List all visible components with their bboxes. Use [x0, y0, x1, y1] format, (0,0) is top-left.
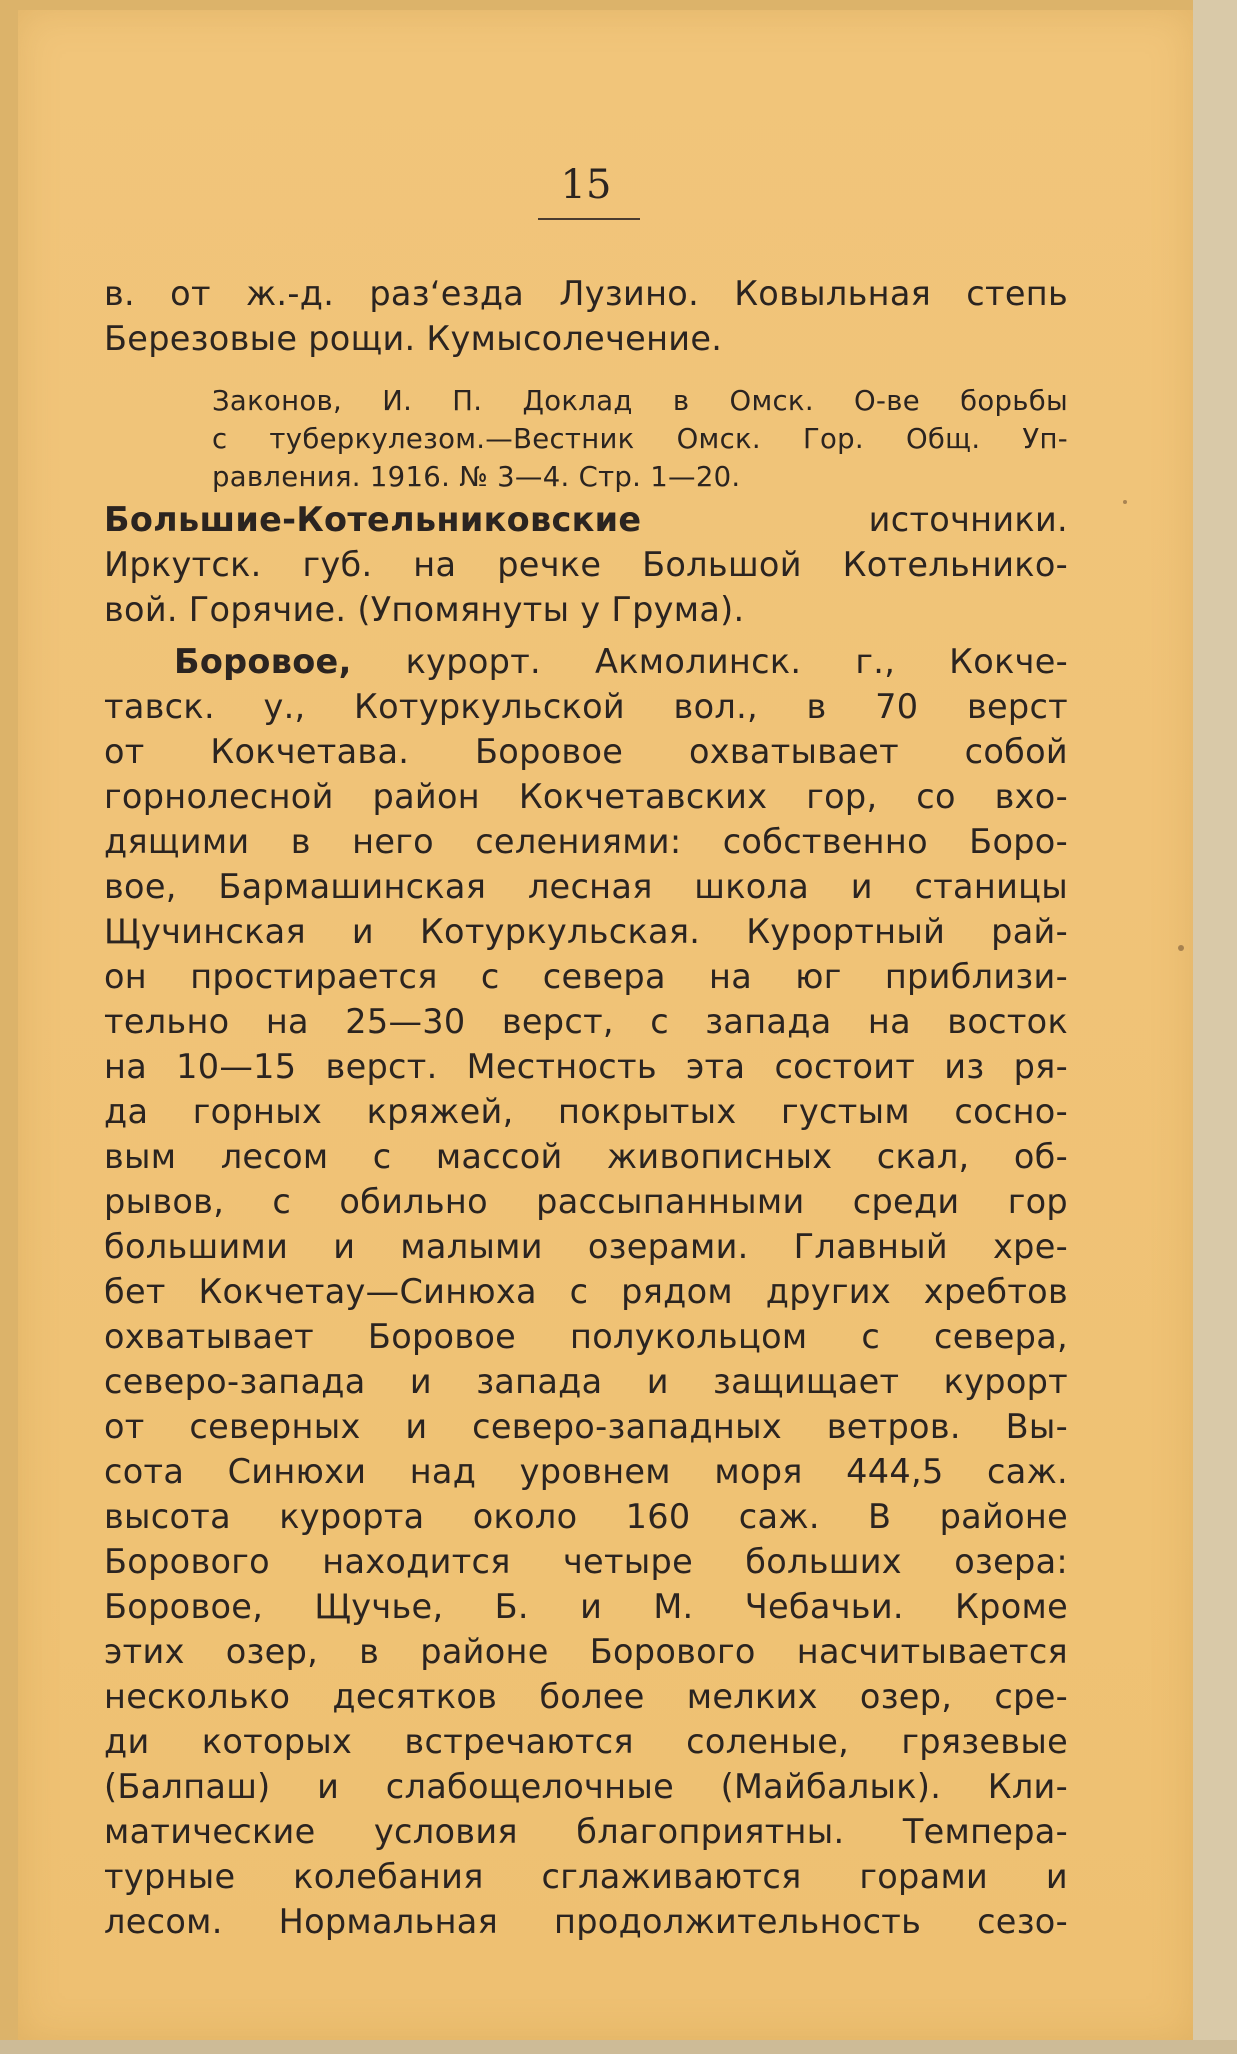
text-line: высота курорта около 160 саж. В районе [104, 1497, 1068, 1536]
text-line: Щучинская и Котуркульская. Курортный рай- [104, 912, 1068, 951]
text-line: (Балпаш) и слабощелочные (Майбалык). Кли- [104, 1767, 1068, 1806]
entry-heading-rest: источники. [641, 500, 1068, 539]
entry-heading: Большие-Котельниковские [104, 500, 642, 539]
reference-line: Законов, И. П. Доклад в Омск. О-ве борьбы [212, 385, 1068, 417]
text-line: этих озер, в районе Борового насчитывается [104, 1632, 1068, 1671]
text-line: от северных и северо-западных ветров. Вы- [104, 1407, 1068, 1446]
text-line: Березовые рощи. Кумысолечение. [104, 319, 723, 358]
page-edge-right [1193, 0, 1237, 2054]
page-edge-bottom [0, 2040, 1237, 2054]
text-line: на 10—15 верст. Местность эта состоит из ря- [104, 1047, 1068, 1086]
page-number: 15 [560, 162, 612, 208]
page-number-rule [538, 218, 640, 220]
text-line: матические условия благоприятны. Темпера- [104, 1812, 1068, 1851]
text-line: горнолесной район Кокчетавских гор, со вхо- [104, 777, 1068, 816]
reference-line: с туберкулезом.—Вестник Омск. Гор. Общ. Уп- [212, 423, 1068, 455]
paper-speck [1123, 500, 1127, 504]
text-line: Иркутск. губ. на речке Большой Котельнико- [104, 545, 1068, 584]
entry-heading-rest: курорт. Акмолинск. г., Кокче- [351, 642, 1068, 681]
entry-first-line [104, 498, 1068, 542]
text-line: большими и малыми озерами. Главный хре- [104, 1227, 1068, 1266]
text-line: тавск. у., Котуркульской вол., в 70 верст [104, 687, 1068, 726]
text-line: Боровое, Щучье, Б. и М. Чебачьи. Кроме [104, 1587, 1068, 1626]
text-line: ди которых встречаются соленые, грязевые [104, 1722, 1068, 1761]
text-line: тельно на 25—30 верст, с запада на восток [104, 1002, 1068, 1041]
text-line: дящими в него селениями: собственно Боро- [104, 822, 1068, 861]
text-line: вым лесом с массой живописных скал, об- [104, 1137, 1068, 1176]
text-line: северо-запада и запада и защищает курорт [104, 1362, 1068, 1401]
text-line: бет Кокчетау—Синюха с рядом других хребтов [104, 1272, 1068, 1311]
text-line: в. от ж.-д. раз‘езда Лузино. Ковыльная степь [104, 274, 1068, 313]
text-line: охватывает Боровое полукольцом с севера, [104, 1317, 1068, 1356]
text-line: Борового находится четыре больших озера: [104, 1542, 1068, 1581]
text-line: да горных кряжей, покрытых густым сосно- [104, 1092, 1068, 1131]
text-line: он простирается с севера на юг приблизи- [104, 957, 1068, 996]
text-line: лесом. Нормальная продолжительность сезо- [104, 1902, 1068, 1941]
text-line: вой. Горячие. (Упомянуты у Грума). [104, 590, 745, 629]
text-line: несколько десятков более мелких озер, сре- [104, 1677, 1068, 1716]
text-line: рывов, с обильно рассыпанными среди гор [104, 1182, 1068, 1221]
text-line: вое, Бармашинская лесная школа и станицы [104, 867, 1068, 906]
book-page [18, 10, 1193, 2040]
text-line: турные колебания сглаживаются горами и [104, 1857, 1068, 1896]
text-line: сота Синюхи над уровнем моря 444,5 саж. [104, 1452, 1068, 1491]
text-line: от Кокчетава. Боровое охватывает собой [104, 732, 1068, 771]
entry-first-line [174, 640, 1068, 684]
entry-heading: Боровое, [174, 642, 352, 681]
reference-line: равления. 1916. № 3—4. Стр. 1—20. [212, 461, 741, 493]
paper-speck [1178, 945, 1184, 951]
